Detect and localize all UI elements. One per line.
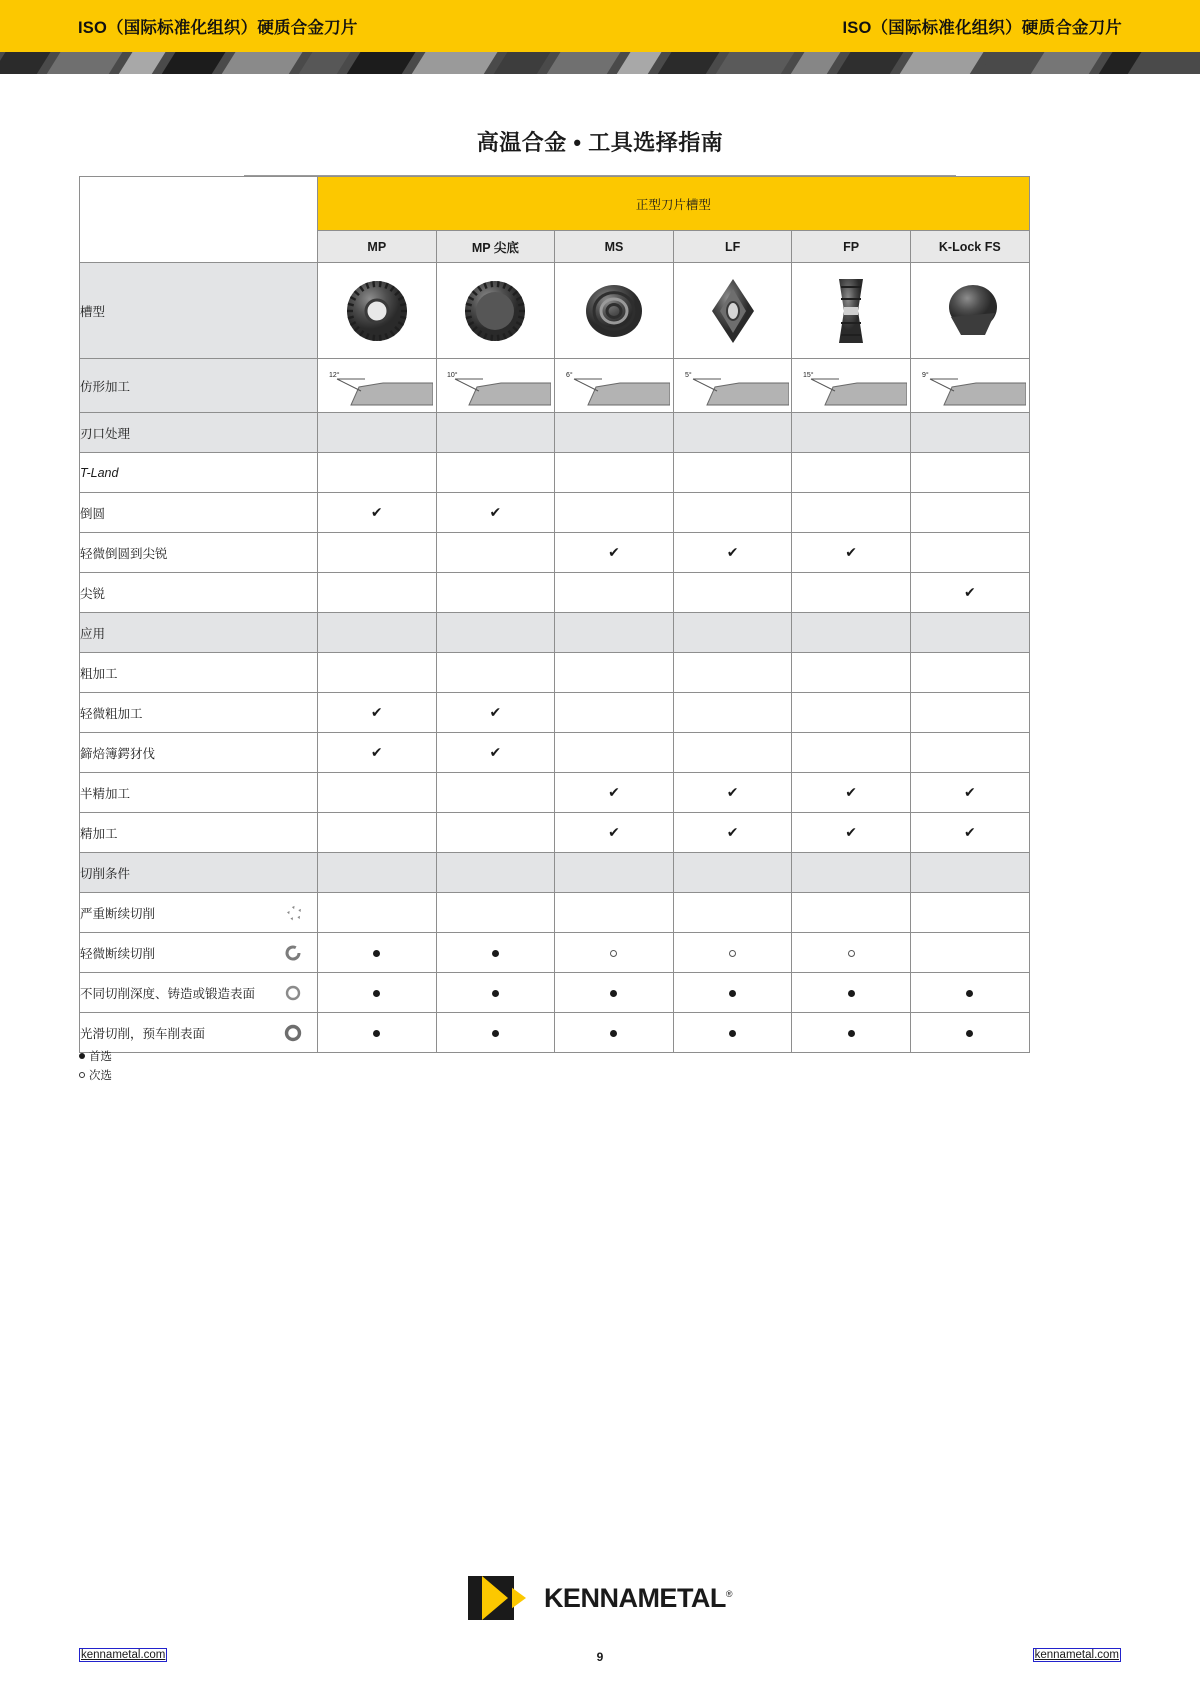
table-row: [80, 1013, 1030, 1053]
secondary-dot-icon: [610, 950, 617, 957]
cell-r7-c4: [673, 573, 792, 613]
table-row: [80, 573, 1030, 613]
row-label-text: 光滑切削，预车削表面: [80, 1026, 206, 1041]
cell-r11-c1: [318, 733, 437, 773]
table-row: [80, 493, 1030, 533]
column-header-1: MP: [318, 231, 437, 263]
table-row: [80, 263, 1030, 359]
row-label-text: 轻微倒圆到尖锐: [80, 546, 168, 561]
check-icon: ✔: [845, 824, 858, 840]
cell-r10-c2: [436, 693, 555, 733]
preferred-dot-icon: [492, 990, 499, 997]
table-row: [80, 693, 1030, 733]
cell-r14-c2: [436, 853, 555, 893]
table-body: [80, 263, 1030, 1053]
check-icon: ✔: [845, 784, 858, 800]
stripe-segment: [975, 52, 1038, 74]
row-label-4: [80, 453, 318, 493]
row-label-13: [80, 813, 318, 853]
cell-r16-c6: [910, 933, 1029, 973]
preferred-dot-icon: [848, 990, 855, 997]
cell-r7-c2: [436, 573, 555, 613]
stripe-segment: [114, 52, 169, 74]
check-icon: ✔: [726, 784, 739, 800]
row-label-text: 轻微粗加工: [80, 706, 143, 721]
cell-r16-c5: [792, 933, 911, 973]
cell-r17-c4: [673, 973, 792, 1013]
top-banner: [0, 0, 1200, 52]
check-icon: ✔: [608, 544, 620, 560]
cell-r4-c6: [910, 453, 1029, 493]
cell-r17-c3: [555, 973, 674, 1013]
row-label-text: 半精加工: [80, 786, 131, 801]
check-icon: ✔: [608, 784, 620, 800]
preferred-dot-icon: [373, 1030, 380, 1037]
table-head: [80, 177, 1030, 263]
cell-r1-c5: [792, 263, 911, 359]
kennametal-logo: [468, 1576, 732, 1620]
stripe-segment: [42, 52, 126, 74]
table-row: [80, 733, 1030, 773]
banner-inner: [0, 0, 1200, 52]
stripe-segment: [612, 52, 665, 74]
cell-r11-c6: [910, 733, 1029, 773]
cell-r2-c6: [910, 359, 1029, 413]
cell-r11-c5: [792, 733, 911, 773]
row-label-11: [80, 733, 318, 773]
check-icon: ✔: [726, 544, 739, 560]
row-label-1: [80, 263, 318, 359]
row-label-15: [80, 893, 318, 933]
cell-r4-c3: [555, 453, 674, 493]
filled-dot-icon: [79, 1053, 85, 1059]
heavy-interrupted-cut-icon: [283, 903, 303, 923]
stripe-segment: [653, 52, 723, 74]
preferred-dot-icon: [966, 990, 973, 997]
check-icon: ✔: [845, 544, 858, 560]
cell-r18-c6: [910, 1013, 1029, 1053]
row-label-7: [80, 573, 318, 613]
cell-r8-c4: [673, 613, 792, 653]
footer-url-right[interactable]: kennametal.com: [1034, 1649, 1119, 1661]
cell-r6-c3: [555, 533, 674, 573]
row-label-17: [80, 973, 318, 1013]
selection-guide-table-wrap: [79, 176, 1029, 1053]
cell-r10-c5: [792, 693, 911, 733]
row-label-text: 粗加工: [80, 666, 118, 681]
preferred-dot-icon: [966, 1030, 973, 1037]
cell-r15-c3: [555, 893, 674, 933]
row-label-8: [80, 613, 318, 653]
row-label-3: [80, 413, 318, 453]
cell-r8-c3: [555, 613, 674, 653]
column-header-3: MS: [555, 231, 674, 263]
stripe-segment: [711, 52, 798, 74]
check-icon: ✔: [963, 824, 976, 840]
legend-preferred-label: 首选: [89, 1051, 112, 1063]
table-row: [80, 413, 1030, 453]
stripe-segment: [407, 52, 501, 74]
row-label-text: 严重断续切削: [80, 906, 156, 921]
cell-r13-c6: [910, 813, 1029, 853]
cell-r18-c2: [436, 1013, 555, 1053]
cell-r6-c5: [792, 533, 911, 573]
secondary-dot-icon: [729, 950, 736, 957]
row-label-10: [80, 693, 318, 733]
cell-r8-c6: [910, 613, 1029, 653]
cell-r9-c2: [436, 653, 555, 693]
cell-r1-c3: [555, 263, 674, 359]
cell-r15-c4: [673, 893, 792, 933]
legend-preferred: [79, 1048, 112, 1067]
cell-r10-c4: [673, 693, 792, 733]
legend-secondary: [79, 1067, 112, 1086]
cell-r12-c1: [318, 773, 437, 813]
cell-r17-c1: [318, 973, 437, 1013]
table-row: [80, 893, 1030, 933]
row-label-14: [80, 853, 318, 893]
check-icon: ✔: [489, 704, 502, 720]
preferred-dot-icon: [492, 950, 499, 957]
table-row: [80, 613, 1030, 653]
footer-logo: [0, 1576, 1200, 1620]
cell-r6-c4: [673, 533, 792, 573]
cell-r7-c1: [318, 573, 437, 613]
cell-r12-c2: [436, 773, 555, 813]
row-label-12: [80, 773, 318, 813]
selection-guide-table: [79, 176, 1030, 1053]
stripe-segment: [1026, 52, 1106, 74]
kennametal-k-icon: [468, 1576, 514, 1620]
cell-r3-c6: [910, 413, 1029, 453]
cell-r1-c4: [673, 263, 792, 359]
check-icon: ✔: [370, 744, 383, 760]
cell-r3-c4: [673, 413, 792, 453]
svg-text:15°: 15°: [803, 371, 814, 379]
preferred-dot-icon: [729, 1030, 736, 1037]
stripe-segment: [542, 52, 624, 74]
cell-r15-c6: [910, 893, 1029, 933]
row-label-text: 仿形加工: [80, 379, 131, 394]
cell-r9-c5: [792, 653, 911, 693]
page-number: 9: [596, 1650, 604, 1664]
cell-r16-c1: [318, 933, 437, 973]
row-label-text: 切削条件: [80, 866, 131, 881]
cell-r14-c6: [910, 853, 1029, 893]
table-row: [80, 653, 1030, 693]
legend: [79, 1048, 112, 1086]
preferred-dot-icon: [373, 990, 380, 997]
column-header-6: K-Lock FS: [910, 231, 1029, 263]
check-icon: ✔: [370, 704, 383, 720]
cell-r18-c3: [555, 1013, 674, 1053]
check-icon: ✔: [370, 504, 383, 520]
cell-r8-c1: [318, 613, 437, 653]
row-label-9: [80, 653, 318, 693]
light-interrupted-cut-icon: [283, 943, 303, 963]
cell-r5-c1: [318, 493, 437, 533]
cell-r11-c2: [436, 733, 555, 773]
table-row: [80, 933, 1030, 973]
row-label-text: 精加工: [80, 826, 118, 841]
cell-r6-c6: [910, 533, 1029, 573]
table-row: [80, 359, 1030, 413]
stripe-segment: [832, 52, 907, 74]
cell-r8-c2: [436, 613, 555, 653]
cell-r14-c5: [792, 853, 911, 893]
cell-r18-c4: [673, 1013, 792, 1053]
cell-r15-c5: [792, 893, 911, 933]
cell-r13-c2: [436, 813, 555, 853]
table-row: [80, 813, 1030, 853]
preferred-dot-icon: [610, 1030, 617, 1037]
cell-r1-c1: [318, 263, 437, 359]
corner-cell: [80, 177, 318, 263]
row-label-text: 尖锐: [80, 586, 106, 601]
svg-text:9°: 9°: [921, 371, 929, 379]
svg-text:6°: 6°: [565, 371, 573, 379]
column-header-4: LF: [673, 231, 792, 263]
stripe-segment: [342, 52, 419, 74]
table-row: [80, 533, 1030, 573]
cell-r18-c1: [318, 1013, 437, 1053]
row-label-text: T-Land: [80, 465, 119, 480]
row-label-16: [80, 933, 318, 973]
check-icon: ✔: [489, 744, 502, 760]
cell-r12-c5: [792, 773, 911, 813]
table-row: [80, 973, 1030, 1013]
cell-r15-c1: [318, 893, 437, 933]
row-label-text: 倒圆: [80, 506, 106, 521]
cell-r5-c5: [792, 493, 911, 533]
group-header-row: [80, 177, 1030, 231]
cell-r17-c6: [910, 973, 1029, 1013]
cell-r17-c2: [436, 973, 555, 1013]
cell-r8-c5: [792, 613, 911, 653]
cell-r4-c1: [318, 453, 437, 493]
check-icon: ✔: [963, 784, 976, 800]
preferred-dot-icon: [610, 990, 617, 997]
page-title-wrap: [0, 126, 1200, 176]
cell-r14-c4: [673, 853, 792, 893]
cell-r9-c1: [318, 653, 437, 693]
kennametal-wordmark: [544, 1583, 732, 1614]
diagonal-stripe-band: [0, 52, 1200, 74]
cell-r13-c5: [792, 813, 911, 853]
cell-r6-c1: [318, 533, 437, 573]
stripe-segment: [895, 52, 987, 74]
cell-r7-c3: [555, 573, 674, 613]
cell-r2-c2: [436, 359, 555, 413]
row-label-5: [80, 493, 318, 533]
secondary-dot-icon: [848, 950, 855, 957]
cell-r11-c3: [555, 733, 674, 773]
column-header-2: MP 尖底: [436, 231, 555, 263]
preferred-dot-icon: [848, 1030, 855, 1037]
cell-r14-c3: [555, 853, 674, 893]
cell-r2-c4: [673, 359, 792, 413]
cell-r1-c6: [910, 263, 1029, 359]
cell-r3-c1: [318, 413, 437, 453]
cell-r9-c6: [910, 653, 1029, 693]
legend-secondary-label: 次选: [89, 1069, 112, 1082]
group-header-cell: 正型刀片槽型: [318, 177, 1030, 231]
cell-r13-c4: [673, 813, 792, 853]
row-label-18: [80, 1013, 318, 1053]
page-title: 高温合金 • 工具选择指南: [476, 130, 724, 155]
cell-r14-c1: [318, 853, 437, 893]
footer-url-left[interactable]: kennametal.com: [81, 1649, 166, 1661]
logo-text-label: KENNAMETAL: [543, 1582, 726, 1613]
cell-r9-c3: [555, 653, 674, 693]
cell-r11-c4: [673, 733, 792, 773]
cell-r4-c5: [792, 453, 911, 493]
registered-mark: ®: [725, 1588, 733, 1599]
row-label-text: 应用: [80, 626, 106, 641]
cell-r7-c6: [910, 573, 1029, 613]
stripe-segment: [1094, 52, 1145, 74]
cell-r10-c1: [318, 693, 437, 733]
stripe-segment: [294, 52, 354, 74]
check-icon: ✔: [963, 584, 976, 600]
row-label-6: [80, 533, 318, 573]
row-label-text: 鍗焙簿鍔犲伐: [80, 746, 156, 761]
cell-r12-c6: [910, 773, 1029, 813]
column-header-5: FP: [792, 231, 911, 263]
check-icon: ✔: [726, 824, 739, 840]
stripe-segment: [217, 52, 306, 74]
row-label-text: 刃口处理: [80, 426, 131, 441]
cell-r5-c3: [555, 493, 674, 533]
cell-r3-c5: [792, 413, 911, 453]
cell-r3-c2: [436, 413, 555, 453]
cell-r7-c5: [792, 573, 911, 613]
cell-r5-c4: [673, 493, 792, 533]
varying-depth-icon: [283, 983, 303, 1003]
cell-r16-c2: [436, 933, 555, 973]
check-icon: ✔: [489, 504, 502, 520]
preferred-dot-icon: [373, 950, 380, 957]
svg-text:5°: 5°: [684, 371, 692, 379]
cell-r2-c5: [792, 359, 911, 413]
check-icon: ✔: [608, 824, 620, 840]
row-label-2: [80, 359, 318, 413]
cell-r15-c2: [436, 893, 555, 933]
cell-r5-c6: [910, 493, 1029, 533]
banner-title-right: ISO（国际标准化组织）硬质合金刀片: [842, 19, 1122, 37]
table-row: [80, 773, 1030, 813]
kennametal-chevron-icon: [512, 1576, 542, 1620]
cell-r4-c2: [436, 453, 555, 493]
cell-r4-c4: [673, 453, 792, 493]
cell-r6-c2: [436, 533, 555, 573]
cell-r18-c5: [792, 1013, 911, 1053]
row-label-text: 轻微断续切削: [80, 946, 156, 961]
cell-r12-c4: [673, 773, 792, 813]
cell-r10-c6: [910, 693, 1029, 733]
stripe-segment: [786, 52, 844, 74]
banner-title-left: ISO（国际标准化组织）硬质合金刀片: [78, 19, 358, 37]
svg-text:10°: 10°: [447, 371, 458, 379]
preferred-dot-icon: [492, 1030, 499, 1037]
cell-r16-c4: [673, 933, 792, 973]
cell-r1-c2: [436, 263, 555, 359]
table-row: [80, 453, 1030, 493]
cell-r3-c3: [555, 413, 674, 453]
row-label-text: 槽型: [80, 304, 106, 319]
open-dot-icon: [79, 1072, 85, 1078]
cell-r12-c3: [555, 773, 674, 813]
cell-r16-c3: [555, 933, 674, 973]
preferred-dot-icon: [729, 990, 736, 997]
cell-r2-c3: [555, 359, 674, 413]
cell-r13-c1: [318, 813, 437, 853]
smooth-cut-icon: [283, 1023, 303, 1043]
table-row: [80, 853, 1030, 893]
cell-r5-c2: [436, 493, 555, 533]
stripe-segment: [157, 52, 229, 74]
cell-r17-c5: [792, 973, 911, 1013]
svg-text:12°: 12°: [328, 371, 340, 379]
cell-r9-c4: [673, 653, 792, 693]
cell-r2-c1: [318, 359, 437, 413]
row-label-text: 不同切削深度、铸造或锻造表面: [80, 986, 256, 1001]
cell-r13-c3: [555, 813, 674, 853]
cell-r10-c3: [555, 693, 674, 733]
stripe-segment: [489, 52, 554, 74]
stripe-segment: [0, 52, 54, 74]
